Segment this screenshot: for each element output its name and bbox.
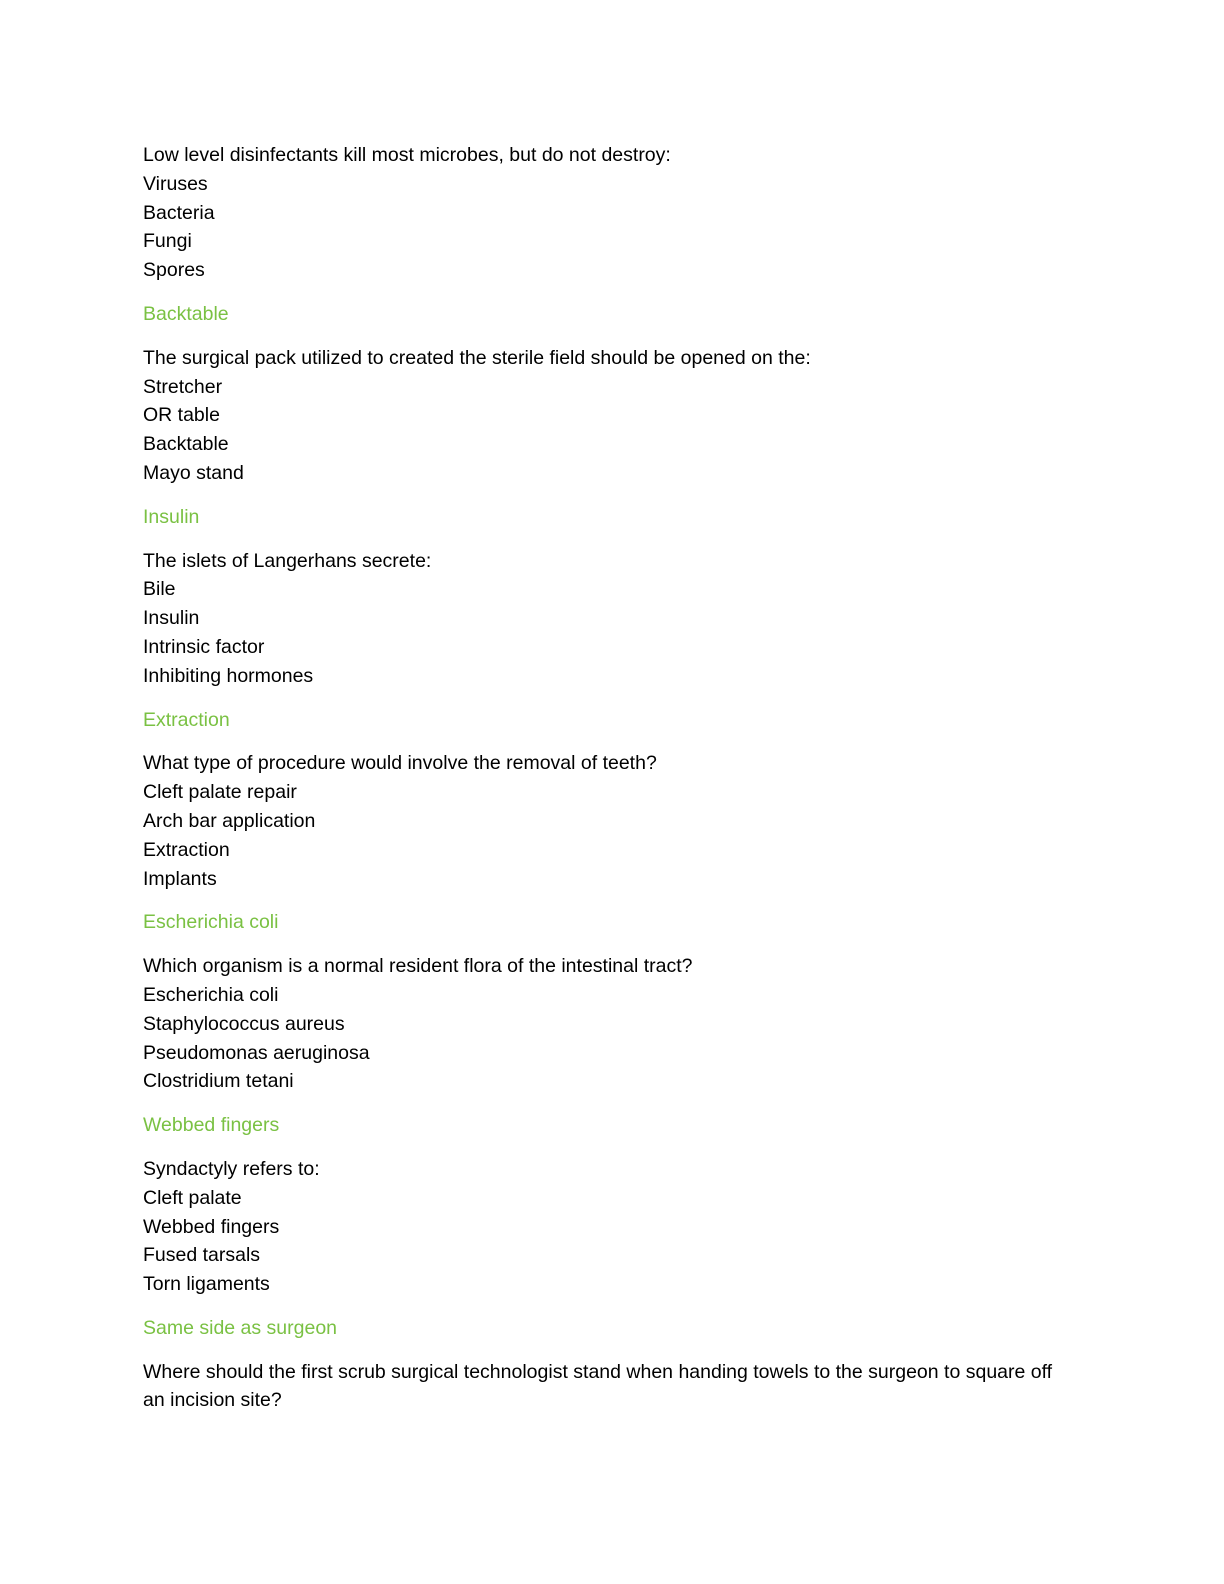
- question-block: [143, 749, 1083, 937]
- answer-text: Webbed fingers: [143, 1114, 280, 1137]
- answer-text: Extraction: [143, 708, 230, 731]
- option-text: Bacteria: [143, 201, 215, 224]
- option-text: Mayo stand: [143, 461, 244, 484]
- question-block: [143, 141, 1083, 329]
- answer-text: Same side as surgeon: [143, 1316, 338, 1339]
- answer-text: Insulin: [143, 505, 200, 528]
- option-text: Cleft palate repair: [143, 781, 297, 804]
- question-text: Low level disinfectants kill most microbes, but do not destroy:: [143, 144, 671, 166]
- answer-text: Escherichia coli: [143, 911, 279, 934]
- question-block: [143, 952, 1083, 1140]
- answer-text: Backtable: [143, 302, 229, 325]
- option-text: Arch bar application: [143, 809, 316, 832]
- option-text: Backtable: [143, 433, 229, 456]
- question-block: [143, 344, 1083, 532]
- question-text: The surgical pack utilized to created the sterile field should be opened on the:: [143, 346, 811, 369]
- option-text: Implants: [143, 867, 217, 890]
- question-text: Which organism is a normal resident flora of the intestinal tract?: [143, 955, 693, 978]
- option-text: Inhibiting hormones: [143, 664, 314, 687]
- option-text: Intrinsic factor: [143, 635, 265, 658]
- option-text: Torn ligaments: [143, 1273, 270, 1296]
- document-page: [143, 141, 1083, 1415]
- question-text: What type of procedure would involve the removal of teeth?: [143, 752, 657, 775]
- option-text: Extraction: [143, 838, 230, 861]
- option-text: Clostridium tetani: [143, 1070, 294, 1093]
- question-block: [143, 547, 1083, 735]
- question-text: The islets of Langerhans secrete:: [143, 549, 432, 572]
- option-text: Webbed fingers: [143, 1215, 280, 1238]
- option-text: Stretcher: [143, 375, 223, 398]
- question-block: [143, 1358, 1058, 1416]
- option-text: Fungi: [143, 230, 192, 253]
- question-text: Syndactyly refers to:: [143, 1157, 320, 1180]
- option-text: Insulin: [143, 607, 200, 630]
- option-text: Escherichia coli: [143, 983, 279, 1006]
- option-text: OR table: [143, 404, 220, 427]
- option-text: Bile: [143, 578, 176, 601]
- option-text: Fused tarsals: [143, 1244, 261, 1267]
- question-block: [143, 1155, 1083, 1343]
- option-text: Cleft palate: [143, 1186, 242, 1209]
- option-text: Viruses: [143, 172, 208, 195]
- option-text: Staphylococcus aureus: [143, 1012, 345, 1035]
- question-text: Where should the first scrub surgical technologist stand when handing towels to the surgeon to square off an incision site?: [143, 1360, 1058, 1412]
- option-text: Pseudomonas aeruginosa: [143, 1041, 370, 1064]
- option-text: Spores: [143, 259, 205, 282]
